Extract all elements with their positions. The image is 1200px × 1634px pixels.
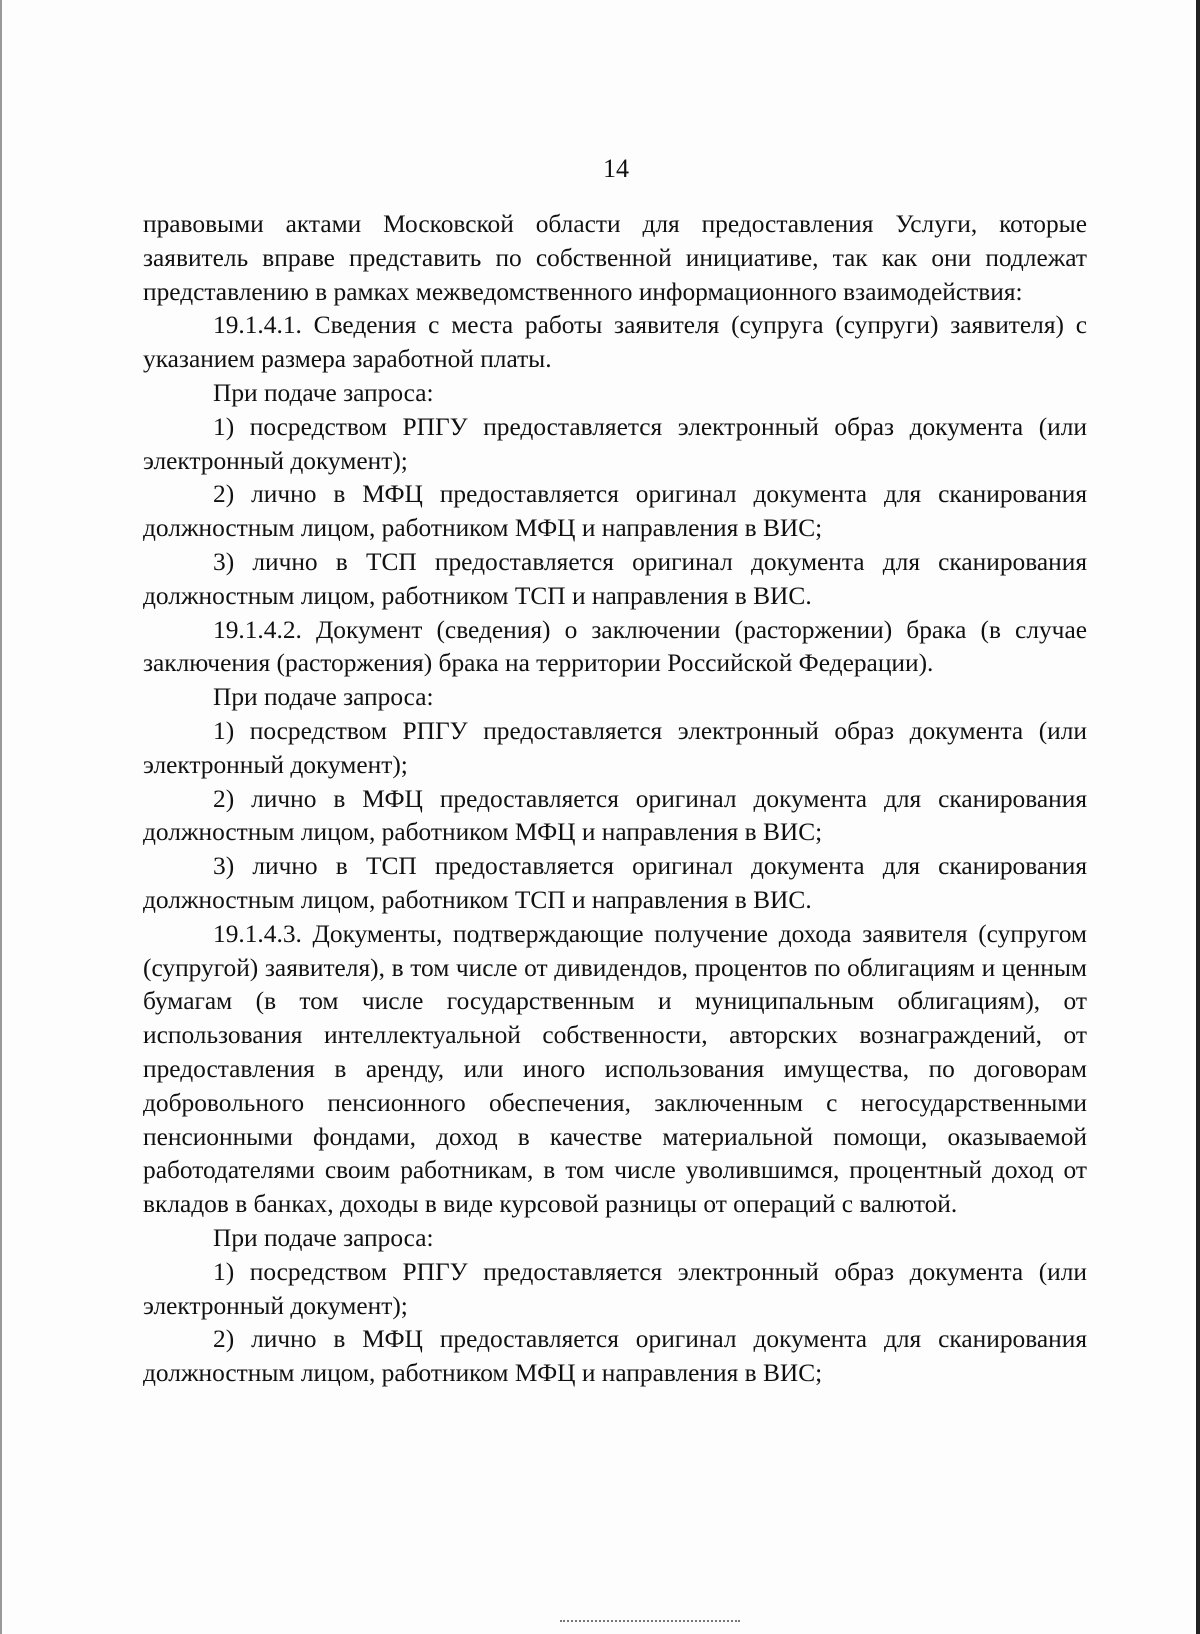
page-number: 14 xyxy=(603,154,629,183)
paragraph: 1) посредством РПГУ предоставляется электронный образ документа (или электронный документ); xyxy=(143,412,1087,475)
paragraph: 19.1.4.1. Сведения с места работы заявителя (супруга (супруги) заявителя) с указанием размера заработной платы. xyxy=(143,311,1087,374)
paragraph: 1) посредством РПГУ предоставляется электронный образ документа (или электронный документ); xyxy=(143,716,1087,779)
paragraph: 19.1.4.3. Документы, подтверждающие получение дохода заявителя (супругом (супругой) заявителя), в том числе от дивидендов, процентов по облигациям и ценным бумагам (в том числе государственным и муниципальным облигациям), от использования интеллектуальной собственности, авторских вознаграждений, от предоставления в аренду, или иного использования имущества, по договорам добровольного пенсионного обеспечения, заключенным с негосударственными пенсионными фондами, доход в качестве материальной помощи, оказываемой работодателями своим работникам, в том числе уволившимся, процентный доход от вкладов в банках, доходы в виде курсовой разницы от операций с валютой. xyxy=(143,919,1087,1219)
paragraph: При подаче запроса: xyxy=(213,378,434,407)
paragraph: 1) посредством РПГУ предоставляется электронный образ документа (или электронный документ); xyxy=(143,1257,1087,1320)
paragraph: 2) лично в МФЦ предоставляется оригинал документа для сканирования должностным лицом, работником МФЦ и направления в ВИС; xyxy=(143,784,1087,847)
paragraph: При подаче запроса: xyxy=(213,1223,434,1252)
paragraph: 19.1.4.2. Документ (сведения) о заключении (расторжении) брака (в случае заключения (расторжения) брака на территории Российской Федерации). xyxy=(143,615,1087,678)
paragraph: При подаче запроса: xyxy=(213,683,434,712)
scan-artifact xyxy=(560,1620,740,1624)
paragraph: 3) лично в ТСП предоставляется оригинал документа для сканирования должностным лицом, работником ТСП и направления в ВИС. xyxy=(143,547,1087,610)
paragraph: 3) лично в ТСП предоставляется оригинал документа для сканирования должностным лицом, работником ТСП и направления в ВИС. xyxy=(143,852,1087,914)
paragraph: правовыми актами Московской области для предоставления Услуги, которые заявитель вправе представить по собственной инициативе, так как они подлежат представлению в рамках межведомственного информационного взаимодействия: xyxy=(143,210,1087,306)
scan-edge-left xyxy=(0,0,2,1634)
scan-edge-right xyxy=(1196,0,1200,1634)
paragraph: 2) лично в МФЦ предоставляется оригинал документа для сканирования должностным лицом, работником МФЦ и направления в ВИС; xyxy=(143,1325,1087,1388)
paragraph: 2) лично в МФЦ предоставляется оригинал документа для сканирования должностным лицом, работником МФЦ и направления в ВИС; xyxy=(143,480,1087,543)
document-body xyxy=(143,208,1087,1391)
